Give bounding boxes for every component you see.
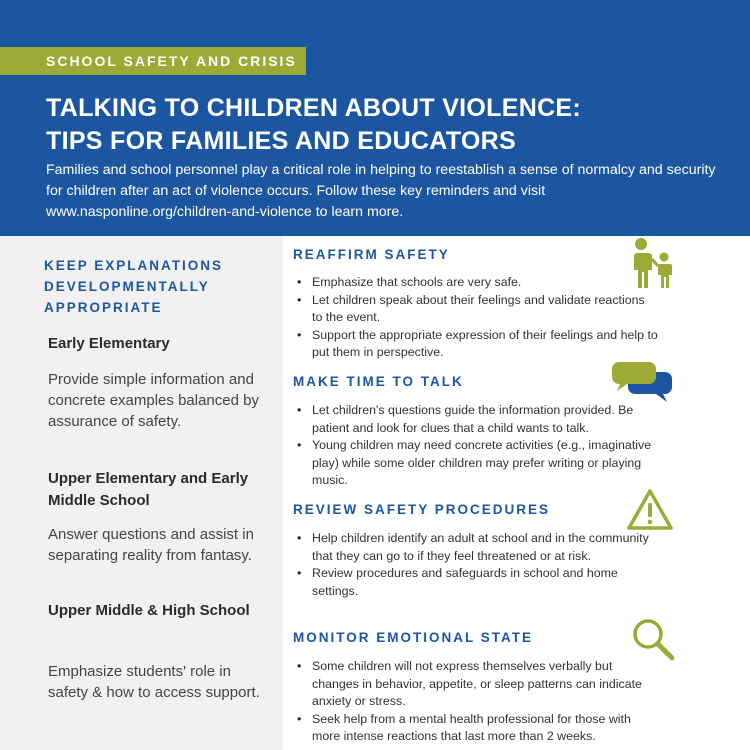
left-heading: KEEP EXPLANATIONS DEVELOPMENTALLY APPROPRIATE <box>44 258 224 315</box>
list-item: • Young children may need concrete activities (e.g., imaginative play) while some older children may prefer writing or playing music. <box>296 437 658 490</box>
bullet-list <box>296 274 658 362</box>
title-line-2: TIPS FOR FAMILIES AND EDUCATORS <box>46 127 516 155</box>
category-label: SCHOOL SAFETY AND CRISIS <box>0 47 306 75</box>
age-group-title: Upper Elementary and Early Middle School <box>48 470 249 509</box>
list-item: • Review procedures and safeguards in school and home settings. <box>296 565 658 600</box>
speech-bubbles-icon <box>611 360 673 404</box>
intro-paragraph: Families and school personnel play a critical role in helping to reestablish a sense of normalcy and security for children after an act of violence occurs. Follow these key reminders and visit www.nasponline.org/children-and-violence to learn more. <box>46 162 716 220</box>
warning-icon <box>626 488 674 532</box>
age-group-text: Answer questions and assist in separating reality from fantasy. <box>48 526 254 564</box>
section-title-reaffirm-safety: REAFFIRM SAFETY <box>293 247 450 262</box>
age-group-title: Early Elementary <box>48 335 170 352</box>
family-icon <box>628 237 676 289</box>
title-line-1: TALKING TO CHILDREN ABOUT VIOLENCE: <box>46 94 582 122</box>
section-title-make-time-to-talk: MAKE TIME TO TALK <box>293 374 464 389</box>
section-title-monitor-emotional-state: MONITOR EMOTIONAL STATE <box>293 630 533 645</box>
magnifier-icon <box>630 616 676 662</box>
age-group-text: Emphasize students' role in safety & how to access support. <box>48 663 260 701</box>
page-title <box>46 92 726 158</box>
list-item: • Emphasize that schools are very safe. <box>296 274 658 292</box>
list-item: • Some children will not express themselves verbally but changes in behavior, appetite, or sleep patterns can indicate anxiety or stress. <box>296 658 658 711</box>
list-item: • Seek help from a mental health professional for those with more intense reactions that last more than 2 weeks. <box>296 711 658 746</box>
age-group-text: Provide simple information and concrete examples balanced by assurance of safety. <box>48 371 259 430</box>
list-item: • Support the appropriate expression of their feelings and help to put them in perspective. <box>296 327 658 362</box>
bullet-list <box>296 658 658 746</box>
list-item: • Help children identify an adult at school and in the community that they can go to if they feel threatened or at risk. <box>296 530 658 565</box>
list-item: • Let children's questions guide the information provided. Be patient and look for clues that a child wants to talk. <box>296 402 658 437</box>
bullet-list <box>296 530 658 600</box>
section-title-review-safety-procedures: REVIEW SAFETY PROCEDURES <box>293 502 551 517</box>
list-item: • Let children speak about their feelings and validate reactions to the event. <box>296 292 658 327</box>
bullet-list <box>296 402 658 490</box>
age-group-title: Upper Middle & High School <box>48 602 250 619</box>
